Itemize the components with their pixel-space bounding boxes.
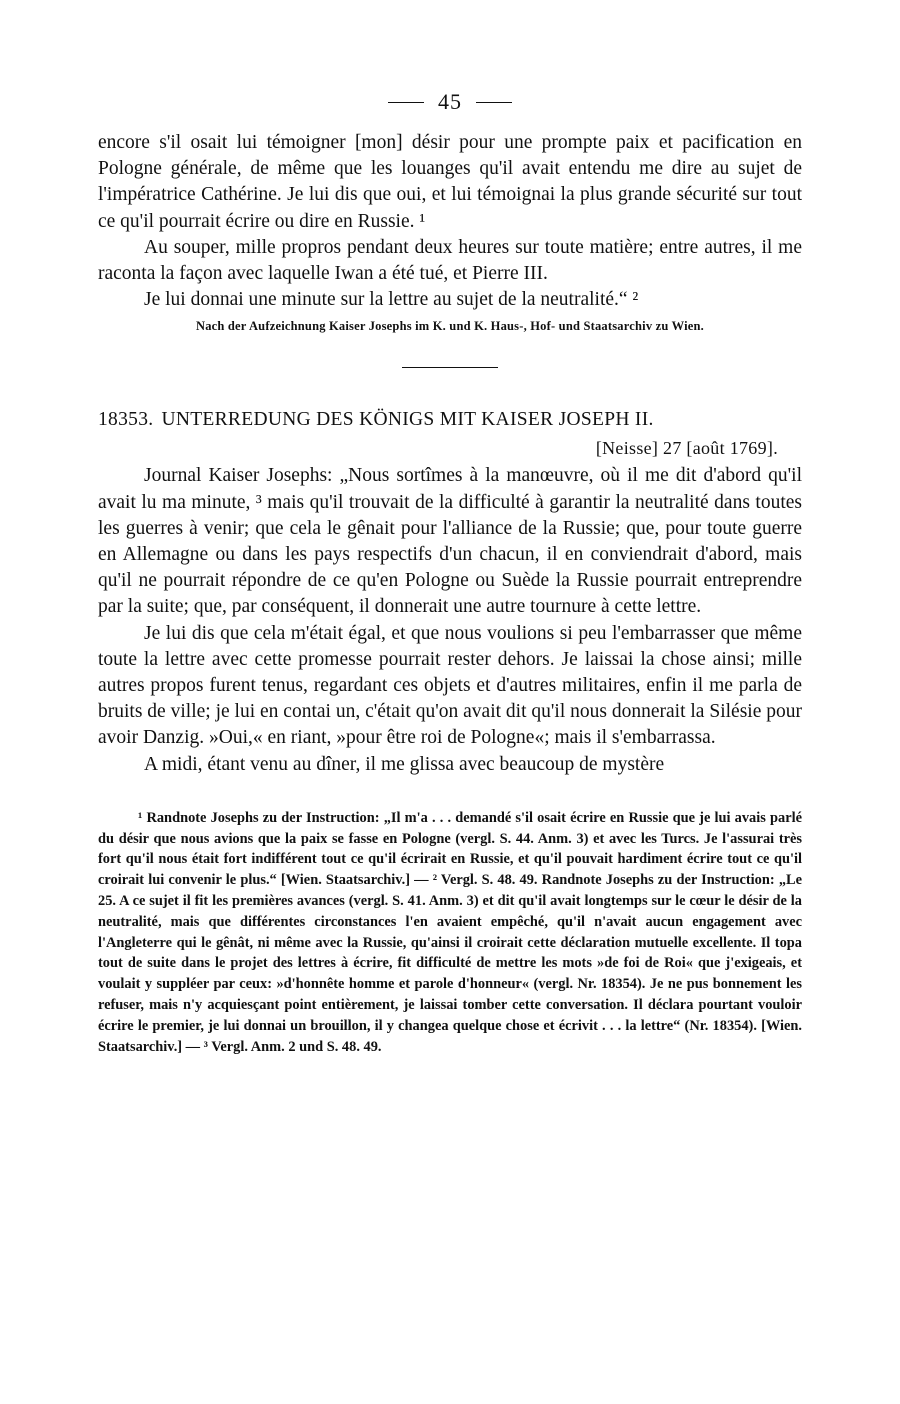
continuation-paragraph-2: Au souper, mille propros pendant deux heures sur toute matière; entre autres, il me raconta la façon avec laquelle Iwan a été tué, et Pierre III.: [98, 236, 802, 285]
header-dash-left: [388, 102, 424, 103]
page-header: [98, 86, 802, 118]
document-paragraph-3: A midi, étant venu au dîner, il me glissa avec beaucoup de mystère: [144, 753, 665, 775]
document-18353: [98, 407, 802, 777]
source-note: Nach der Aufzeichnung Kaiser Josephs im K. und K. Haus-, Hof- und Staatsarchiv zu Wien.: [196, 319, 704, 334]
document-title: UNTERREDUNG DES KÖNIGS MIT KAISER JOSEPH II.: [161, 409, 654, 431]
document-number: 18353.: [98, 409, 154, 431]
document-paragraph-1: Journal Kaiser Josephs: „Nous sortîmes à la manœuvre, où il me dit d'abord qu'il avait lu ma minute, ³ mais qu'il trouvait de la difficulté à garantir la neutralité dans toutes les guerres à venir; que cela le gênait pour l'alliance de la Russie; que, pour toute guerre en Allemagne ou dans les pays respectifs d'un chacun, il en conviendrait d'abord, mais qu'il ne pourrait répondre de ce qu'en Pologne ou Suède la Russie pourrait entreprendre par la suite; que, par conséquent, il donnerait une autre tournure à cette lettre.: [98, 465, 802, 618]
page: [98, 86, 802, 1057]
continuation-paragraph-1: encore s'il osait lui témoigner [mon] désir pour une prompte paix et pacification en Pologne générale, de même que les louanges qu'il avait entendu me dire au sujet de l'impératrice Cathérine. Je lui dis que oui, et lui témoignai la plus grande sécurité sur tout ce qu'il pourrait écrire ou dire en Russie. ¹: [98, 132, 802, 232]
footnote-block: ¹ Randnote Josephs zu der Instruction: „Il m'a . . . demandé s'il osait écrire en Russie que je lui avais parlé du désir que nous avions que la paix se fasse en Pologne (vergl. S. 44. Anm. 3) et avec les Turcs. Je l'assurai très fort qu'il nous était fort indifférent tout ce qu'il écrirait en Russie, et qu'il pouvait hardiment écrire tout ce qu'il croirait lui convenir le plus.“ [Wien. Staatsarchiv.] — ² Vergl. S. 48. 49. Randnote Josephs zu der Instruction: „Le 25. A ce sujet il fit les premières avances (vergl. S. 41. Anm. 3) et dit qu'il avait longtemps sur le cœur le désir de la neutralité, mais que différentes circonstances l'en avaient empêché, qu'il n'avait aucun engagement avec l'Angleterre qui le gênât, ni même avec la Russie, qu'ainsi il croirait cette déclaration mutuelle excellente. Il topa tout de suite dans le projet des lettres à écrire, fit difficulté de mettre les mots »de foi de Roi« que j'exigeais, et voulait y suppléer par ceux: »d'honnête homme et parole d'honneur« (vergl. Nr. 18354). Je ne pus bonnement les refuser, mais n'y acquiesçant point entièrement, je laissai tomber cette conversation. Il déclara pourtant vouloir écrire le premier, je lui donnai un brouillon, il y changea quelque chose et écrivit . . . la lettre“ (Nr. 18354). [Wien. Staatsarchiv.] — ³ Vergl. Anm. 2 und S. 48. 49.: [98, 809, 802, 1055]
page-number: 45: [438, 89, 462, 114]
footnotes: [98, 808, 802, 1058]
header-dash-right: [476, 102, 512, 103]
document-dateline: [Neisse] 27 [août 1769].: [595, 438, 778, 459]
document-heading: [98, 407, 802, 433]
document-paragraph-2: Je lui dis que cela m'était égal, et que nous voulions si peu l'embarrasser que même toute la lettre avec cette promesse pourrait rester dehors. Je laissai la chose ainsi; mille autres propos furent tenus, regardant ces objets et d'autres militaires, enfin il me parla de bruits de ville; je lui en contai un, c'était qu'on avait dit qu'il nous donnerait la Silésie pour avoir Danzig. »Oui,« en riant, »pour être roi de Pologne«; mais il s'embarrassa.: [98, 622, 802, 749]
previous-document-continuation: [98, 130, 802, 334]
section-divider: [402, 367, 498, 368]
continuation-paragraph-3: Je lui donnai une minute sur la lettre au sujet de la neutralité.“ ²: [144, 289, 639, 311]
